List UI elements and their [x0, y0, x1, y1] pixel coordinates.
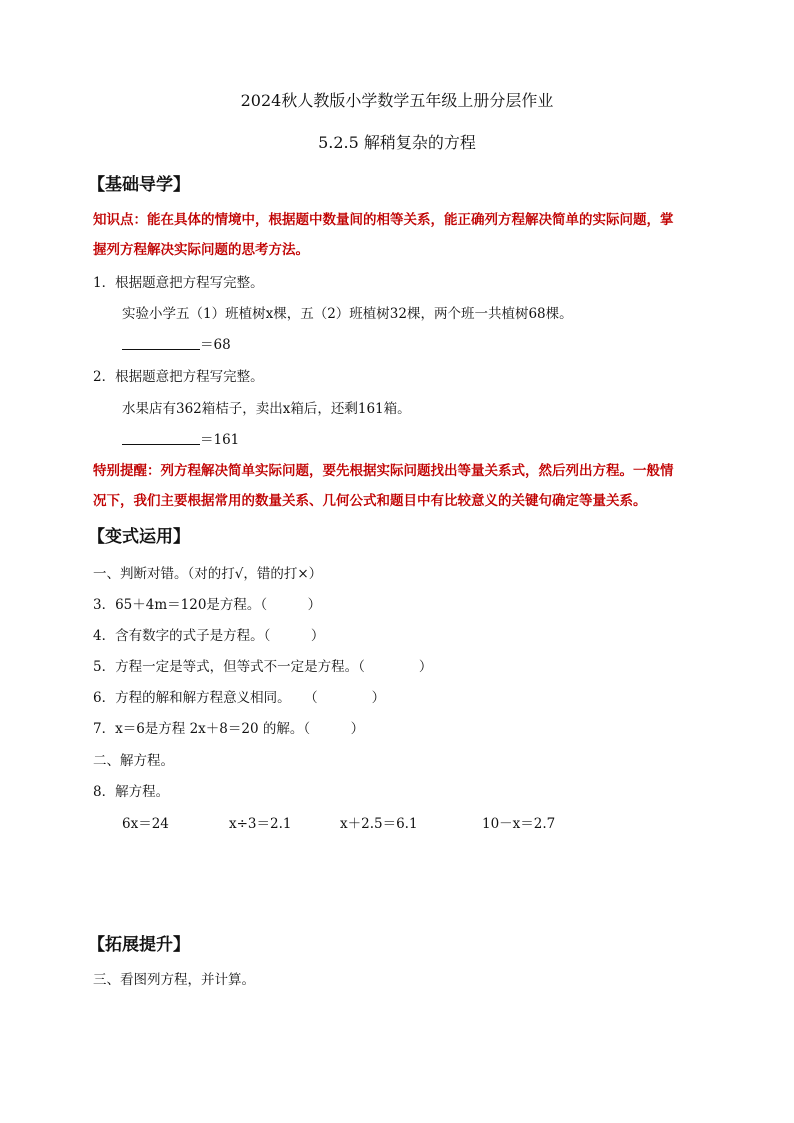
- equation-4: 10－x＝2.7: [482, 816, 556, 832]
- part-1-heading: 一、判断对错。（对的打√，错的打×）: [93, 566, 323, 582]
- question-1-prompt: 1．根据题意把方程写完整。: [93, 275, 264, 291]
- question-1-answer-line: [122, 333, 231, 353]
- special-tip-line-1: 特别提醒：列方程解决简单实际问题，要先根据实际问题找出等量关系式，然后列出方程。一般情: [93, 463, 674, 479]
- equation-2: x÷3＝2.1: [229, 816, 292, 832]
- special-tip-line-2: 况下，我们主要根据常用的数量关系、几何公式和题目中有比较意义的关键句确定等量关系。: [93, 493, 647, 509]
- section-variant-heading: 【变式运用】: [88, 527, 190, 547]
- question-8-prompt: 8．解方程。: [93, 784, 170, 800]
- equation-1: 6x＝24: [122, 816, 169, 832]
- part-3-heading: 三、看图列方程，并计算。: [93, 972, 255, 988]
- part-2-heading: 二、解方程。: [93, 753, 174, 769]
- question-2-answer-line: [122, 428, 239, 448]
- question-1-context: 实验小学五（1）班植树x棵，五（2）班植树32棵，两个班一共植树68棵。: [122, 306, 573, 322]
- judge-item-6: 6．方程的解和解方程意义相同。 （ ）: [93, 690, 386, 706]
- judge-item-3: 3．65＋4m＝120是方程。（ ）: [93, 597, 322, 613]
- judge-item-4: 4．含有数字的式子是方程。（ ）: [93, 628, 325, 644]
- question-2-blank[interactable]: [122, 432, 200, 445]
- section-extend-heading: 【拓展提升】: [88, 935, 190, 955]
- question-2-context: 水果店有362箱桔子，卖出x箱后，还剩161箱。: [122, 401, 411, 417]
- judge-item-7: 7．x＝6是方程 2x＋8＝20 的解。（ ）: [93, 721, 365, 737]
- section-basic-heading: 【基础导学】: [88, 175, 190, 195]
- page-title: 2024秋人教版小学数学五年级上册分层作业: [240, 91, 554, 110]
- knowledge-point-line-1: 知识点：能在具体的情境中，根据题中数量间的相等关系，能正确列方程解决简单的实际问题，掌: [93, 212, 674, 228]
- question-2-prompt: 2．根据题意把方程写完整。: [93, 369, 264, 385]
- knowledge-point-line-2: 握列方程解决实际问题的思考方法。: [93, 242, 309, 258]
- question-2-rhs: ＝161: [200, 432, 240, 448]
- question-1-blank[interactable]: [122, 337, 200, 350]
- equation-3: x＋2.5＝6.1: [340, 816, 418, 832]
- page-subtitle: 5.2.5 解稍复杂的方程: [318, 133, 476, 152]
- judge-item-5: 5．方程一定是等式，但等式不一定是方程。（ ）: [93, 659, 433, 675]
- question-1-rhs: ＝68: [200, 337, 231, 353]
